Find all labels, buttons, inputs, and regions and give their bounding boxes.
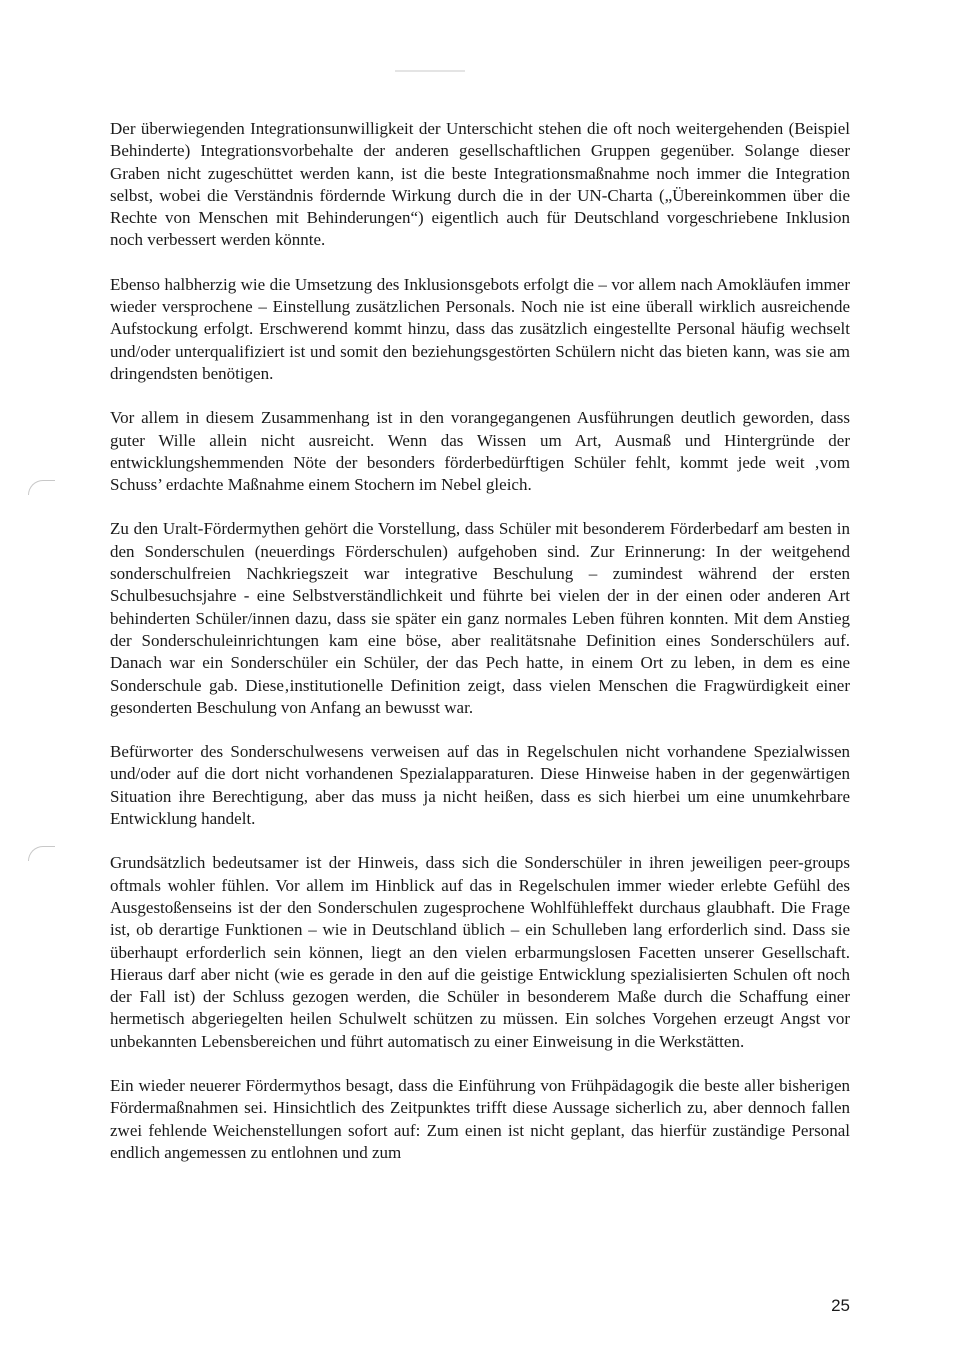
paragraph-special-knowledge: Befürworter des Sonderschulwesens verweisen auf das in Regelschulen nicht vorhandene Spezialwissen und/oder auf die dort nicht vorhandenen Spezialapparaturen. Diese Hinweise haben in der gegenwärtigen Situation ihre Berechtigung, aber das muss ja nicht heißen, dass es sich hierbei um eine unumkehrbare Entwicklung handelt. — [110, 742, 850, 829]
paragraph-good-will: Vor allem in diesem Zusammenhang ist in den vorangegangenen Ausführungen deutlich geworden, dass guter Wille allein nicht ausreicht. Wenn das Wissen um Art, Ausmaß und Hintergründe der entwicklungshemmenden Nöte der besonders förderbedürftigen Schüler fehlt, kommt jede weit ‚vom Schuss’ erdachte Maßnahme einem Stochern im Nebel gleich. — [110, 408, 850, 495]
scan-artifact-top — [395, 70, 465, 72]
paragraph-integration-reservations: Der überwiegenden Integrationsunwilligkeit der Unterschicht stehen die oft noch weitergehenden (Beispiel Behinderte) Integrationsvorbehalte der anderen gesellschaftlichen Gruppen gegenüber. Solange dieser Graben nicht zugeschüttet werden kann, ist die beste Integrationsmaßnahme noch immer die Integration selbst, wobei die Verständnis fördernde Wirkung durch die in der UN-Charta („Übereinkommen über die Rechte von Menschen mit Behinderungen“) eigentlich auch für Deutschland vorgeschriebene Inklusion noch verbessert werden könnte. — [110, 119, 850, 250]
page-number: 25 — [831, 1296, 850, 1315]
punch-hole-mark-lower — [28, 846, 55, 861]
paragraph-peer-groups: Grundsätzlich bedeutsamer ist der Hinweis, dass sich die Sonderschüler in ihren jeweiligen peer-groups oftmals wohler fühlen. Vor allem im Hinblick auf das in Regelschulen immer wieder erlebte Gefühl des Ausgestoßenseins ist der den Sonderschulen zugesprochene Wohlfühleffekt durchaus glaubhaft. Die Frage ist, ob derartige Funktionen – wie in Deutschland üblich – ein Schulleben lang erforderlich sind. Dass sie überhaupt erforderlich sein können, liegt an den vielen erbarmungslosen Facetten unserer Gesellschaft. Hieraus darf aber nicht (wie es gerade in den auf die geistige Entwicklung spezialisierten Schulen oft noch der Fall ist) der Schluss gezogen werden, die Schüler in besonderem Maße durch die Schaffung einer hermetisch abgeriegelten heilen Schulwelt schützen zu müssen. Ein solches Vorgehen erzeugt Angst vor unbekannten Lebensbereichen und führt automatisch zu einer Einweisung in die Werkstätten. — [110, 853, 850, 1051]
paragraph-early-education: Ein wieder neuerer Fördermythos besagt, dass die Einführung von Frühpädagogik die beste aller bisherigen Fördermaßnahmen sei. Hinsichtlich des Zeitpunktes trifft diese Aussage sicherlich zu, aber dennoch fallen zwei fehlende Weichenstellungen sofort auf: Zum einen ist nicht geplant, das hierfür zuständige Personal endlich angemessen zu entlohnen und zum — [110, 1075, 850, 1162]
punch-hole-mark-upper — [28, 480, 55, 495]
document-body — [110, 118, 850, 1186]
paragraph-additional-staff: Ebenso halbherzig wie die Umsetzung des Inklusionsgebots erfolgt die – vor allem nach Amokläufen immer wieder versprochene – Einstellung zusätzlichen Personals. Noch nie ist eine überall wirklich ausreichende Aufstockung erfolgt. Erschwerend kommt hinzu, dass das zusätzlich eingestellte Personal häufig wechselt und/oder unterqualifiziert ist und somit den beziehungsgestörten Schülern nicht das bieten kann, was sie am dringendsten benötigen. — [110, 274, 850, 383]
paragraph-special-school-myth: Zu den Uralt-Fördermythen gehört die Vorstellung, dass Schüler mit besonderem Förderbedarf am besten in den Sonderschulen (neuerdings Förderschulen) aufgehoben sind. Zur Erinnerung: In der weitgehend sonderschulfreien Nachkriegszeit war integrative Beschulung – zumindest während der ersten Schulbesuchsjahre - eine Selbstverständlichkeit und führte bei vielen der in der einen oder anderen Art behinderten Schüler/innen dazu, dass sie später ein ganz normales Leben führen konnten. Mit dem Anstieg der Sonderschuleinrichtungen kam eine böse, aber realitätsnahe Definition eines Sonderschülers auf. Danach war ein Sonderschüler ein Schüler, der das Pech hatte, in einem Ort zu leben, in dem es eine Sonderschule gab. Diese‚institutionelle Definition zeigt, dass vielen Menschen die Fragwürdigkeit einer gesonderten Beschulung von Anfang an bewusst war. — [110, 519, 850, 717]
